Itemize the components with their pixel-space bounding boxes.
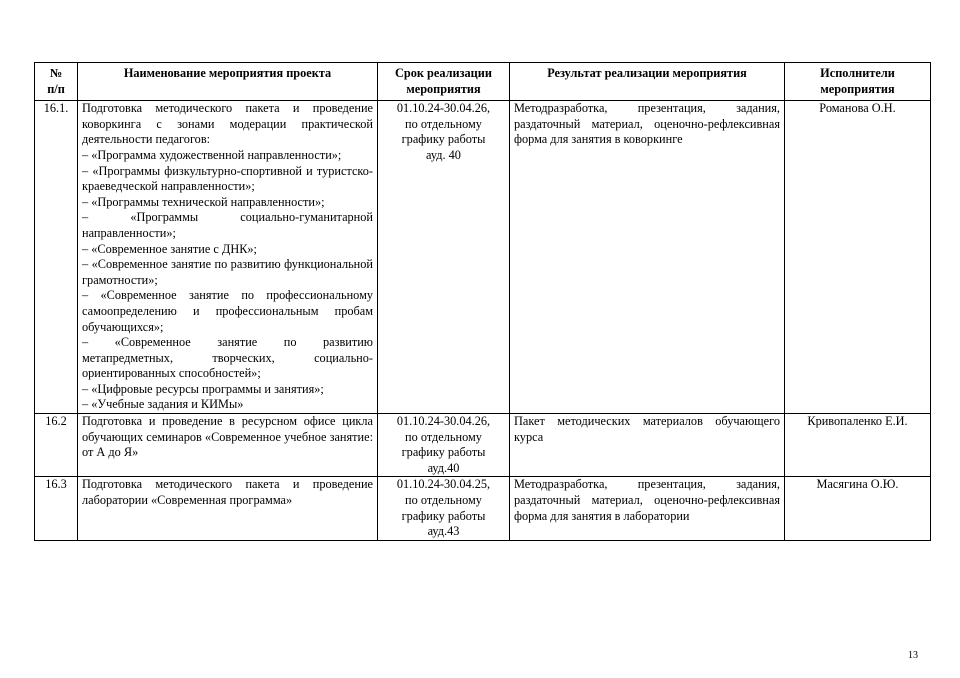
event-result: Методразработка, презентация, задания, раздаточный материал, оценочно-рефлексивная форма для занятия в лаборатории (510, 477, 785, 540)
event-subitem: – «Программа художественной направленности»; (82, 147, 342, 162)
event-executor: Кривопаленко Е.И. (785, 414, 931, 477)
row-number: 16.2 (35, 414, 78, 477)
header-row (35, 63, 931, 101)
event-term: 01.10.24-30.04.26, по отдельному графику работы ауд. 40 (378, 101, 510, 414)
table-row (35, 101, 931, 414)
event-executor: Масягина О.Ю. (785, 477, 931, 540)
table-body (35, 101, 931, 541)
event-subitem: – «Современное занятие по профессиональному самоопределению и профессиональным пробам обучающихся»; (82, 288, 373, 334)
table-row (35, 414, 931, 477)
event-subitem: – «Учебные задания и КИМы» (82, 397, 244, 412)
event-subitem: – «Программы социально-гуманитарной направленности»; (82, 210, 373, 240)
row-number: 16.1. (35, 101, 78, 414)
row-number: 16.3 (35, 477, 78, 540)
event-subitem: – «Программы физкультурно-спортивной и туристско-краеведческой направленности»; (82, 163, 373, 194)
header-executors: Исполнители мероприятия (785, 63, 931, 101)
events-table (34, 62, 931, 541)
header-number: № п/п (35, 63, 78, 101)
event-name: Подготовка методического пакета и проведение лаборатории «Современная программа» (78, 477, 378, 540)
event-subitem: – «Программы технической направленности»; (82, 194, 325, 209)
header-result: Результат реализации мероприятия (510, 63, 785, 101)
event-intro: Подготовка методического пакета и проведение коворкинга с зонами модерации практической деятельности педагогов: (82, 101, 373, 147)
header-event-name: Наименование мероприятия проекта (78, 63, 378, 101)
event-subitem: – «Современное занятие по развитию функциональной грамотности»; (82, 257, 373, 287)
table-row (35, 477, 931, 540)
event-subitem: – «Современное занятие с ДНК»; (82, 241, 257, 256)
event-result: Пакет методических материалов обучающего курса (510, 414, 785, 477)
header-term: Срок реализации мероприятия (378, 63, 510, 101)
event-term: 01.10.24-30.04.25, по отдельному графику работы ауд.43 (378, 477, 510, 540)
event-subitem: – «Современное занятие по развитию метапредметных, творческих, социально-ориентированных способностей»; (82, 335, 373, 381)
event-result: Методразработка, презентация, задания, раздаточный материал, оценочно-рефлексивная форма для занятия в коворкинге (510, 101, 785, 414)
event-name (78, 101, 378, 414)
event-subitem: – «Цифровые ресурсы программы и занятия»; (82, 381, 324, 396)
event-executor: Романова О.Н. (785, 101, 931, 414)
table-header (35, 63, 931, 101)
event-name: Подготовка и проведение в ресурсном офисе цикла обучающих семинаров «Современное учебное занятие: от А до Я» (78, 414, 378, 477)
event-term: 01.10.24-30.04.26, по отдельному графику работы ауд.40 (378, 414, 510, 477)
page-number: 13 (908, 650, 918, 661)
